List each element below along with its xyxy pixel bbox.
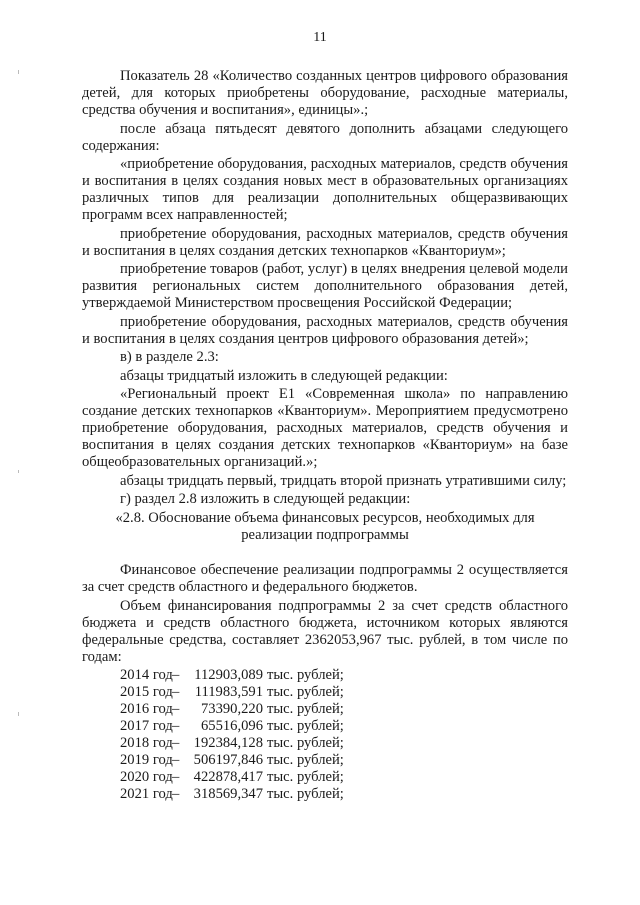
year-row <box>120 701 568 718</box>
year-row <box>120 735 568 752</box>
paragraph-thirtieth: абзацы тридцатый изложить в следующей редакции: <box>120 367 448 384</box>
year-unit: тыс. рублей; <box>267 752 344 768</box>
year-row <box>120 667 568 684</box>
year-unit: тыс. рублей; <box>267 786 344 802</box>
year-label: 2019 год <box>120 752 173 768</box>
document-body <box>82 68 568 803</box>
year-unit: тыс. рублей; <box>267 769 344 785</box>
paragraph-void-clauses: абзацы тридцать первый, тридцать второй признать утратившими силу; <box>120 472 567 489</box>
year-amount: 192384,128 <box>193 735 263 751</box>
page-number: 11 <box>313 30 327 45</box>
year-label: 2017 год <box>120 718 173 734</box>
year-amount: 73390,220 <box>200 701 263 717</box>
year-row <box>120 718 568 735</box>
year-separator: – <box>172 752 180 768</box>
year-separator: – <box>172 684 180 700</box>
paragraph-indicator-28: Показатель 28 «Количество созданных центров цифрового образования детей, для которых приобретены оборудование, расходные материалы, средства обучения и воспитания», единицы».; <box>82 68 568 118</box>
year-unit: тыс. рублей; <box>267 735 344 751</box>
blank-line <box>82 545 568 562</box>
year-amount: 65516,096 <box>200 718 263 734</box>
year-separator: – <box>172 701 180 717</box>
year-unit: тыс. рублей; <box>267 718 344 734</box>
year-separator: – <box>172 769 180 785</box>
scan-artifact-low <box>18 712 19 716</box>
year-label: 2015 год <box>120 684 173 700</box>
year-separator: – <box>172 667 180 683</box>
scan-artifact-mid <box>18 470 19 473</box>
year-label: 2016 год <box>120 701 173 717</box>
year-unit: тыс. рублей; <box>267 701 344 717</box>
paragraph-financing-volume: Объем финансирования подпрограммы 2 за счет средств областного бюджета и средств областного бюджета, источником которых являются федеральные средства, составляет 2362053,967 тыс. рублей, в том числе по годам: <box>82 597 568 665</box>
year-unit: тыс. рублей; <box>267 667 344 683</box>
year-label: 2021 год <box>120 786 173 802</box>
paragraph-digital-centers: приобретение оборудования, расходных материалов, средств обучения и воспитания в целях создания центров цифрового образования детей»; <box>82 313 568 347</box>
year-label: 2018 год <box>120 735 173 751</box>
year-row <box>120 786 568 803</box>
paragraph-section-2-3: в) в разделе 2.3: <box>120 349 219 365</box>
paragraph-target-model: приобретение товаров (работ, услуг) в целях внедрения целевой модели развития региональных систем дополнительного образования детей, утверждаемой Министерством просвещения Российской Федерации; <box>82 261 568 311</box>
year-separator: – <box>172 786 180 802</box>
section-heading: «2.8. Обоснование объема финансовых ресурсов, необходимых для реализации подпрограммы <box>115 509 535 543</box>
paragraph-new-places: «приобретение оборудования, расходных материалов, средств обучения и воспитания в целях создания новых мест в образовательных организациях различных типов для реализации дополнительных общеразвивающих программ всех направленностей; <box>82 156 568 223</box>
year-financing-list <box>120 667 568 803</box>
year-unit: тыс. рублей; <box>267 684 344 700</box>
year-row <box>120 752 568 769</box>
year-amount: 318569,347 <box>193 786 263 802</box>
year-row <box>120 684 568 701</box>
year-separator: – <box>172 718 180 734</box>
year-label: 2014 год <box>120 667 173 683</box>
paragraph-financing-source: Финансовое обеспечение реализации подпрограммы 2 осуществляется за счет средств областного и федерального бюджетов. <box>82 562 568 595</box>
year-row <box>120 769 568 786</box>
paragraph-section-2-8: г) раздел 2.8 изложить в следующей редакции: <box>120 491 411 507</box>
year-amount: 112903,089 <box>194 667 263 683</box>
year-amount: 111983,591 <box>194 684 263 700</box>
year-separator: – <box>172 735 180 751</box>
paragraph-regional-project-e1: «Региональный проект Е1 «Современная школа» по направлению создание детских технопарков «Кванториум». Мероприятием предусмотрено приобретение оборудования, расходных материалов, средств обучения и воспитания в целях создания детских технопарков «Кванториум» на базе общеобразовательных организаций.»; <box>82 386 568 470</box>
paragraph-quantorium-equipment: приобретение оборудования, расходных материалов, средств обучения и воспитания в целях создания детских технопарков «Кванториум»; <box>82 225 568 259</box>
year-amount: 422878,417 <box>193 769 263 785</box>
paragraph-amendment-intro: после абзаца пятьдесят девятого дополнить абзацами следующего содержания: <box>82 120 568 154</box>
year-label: 2020 год <box>120 769 173 785</box>
year-amount: 506197,846 <box>193 752 263 768</box>
scan-artifact-top <box>18 70 19 74</box>
